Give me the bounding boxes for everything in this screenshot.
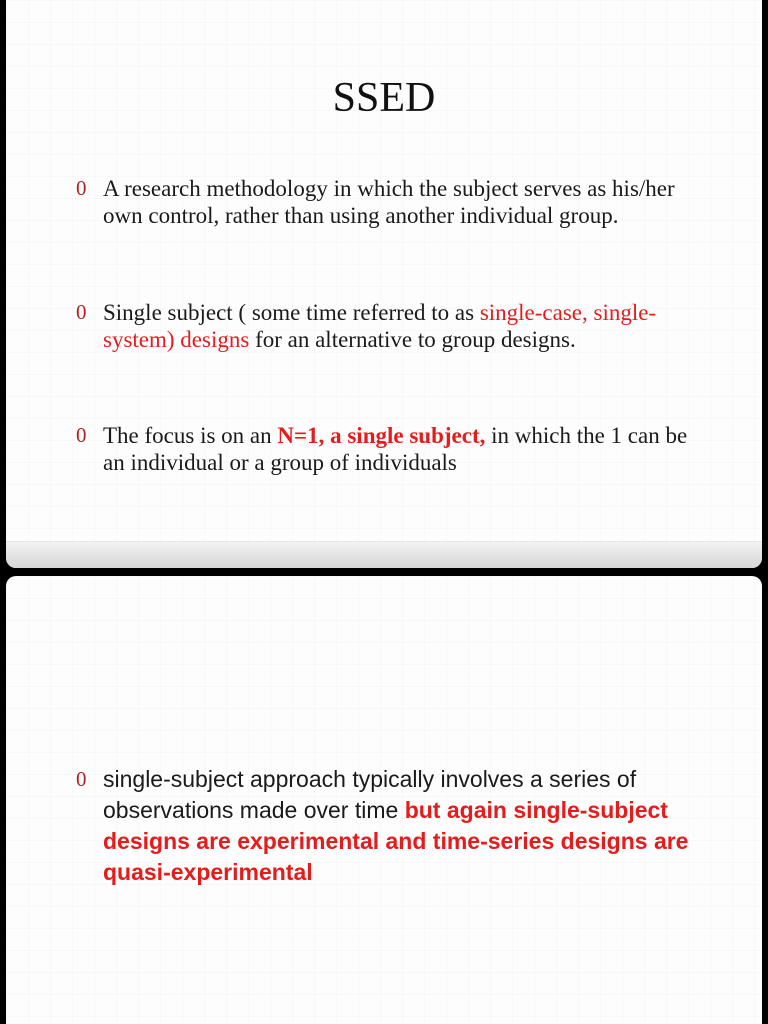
bullet-text — [103, 299, 696, 353]
bullet-text: A research methodology in which the subject serves as his/her own control, rather than using another individual group. — [103, 176, 675, 228]
bullet-text — [103, 764, 716, 888]
bullet-item — [76, 422, 696, 476]
bullet-text — [103, 422, 696, 476]
slide-2 — [6, 576, 762, 1024]
bullet-marker: 0 — [76, 300, 87, 324]
bullet-text-part: single-subject approach typically involves a series of observations made over time — [103, 766, 637, 823]
bullet-text-part: for an alternative to group designs. — [249, 327, 576, 352]
slide-title: SSED — [332, 75, 436, 121]
bullet-highlight: N=1, a single subject, — [277, 423, 486, 448]
bullet-item — [76, 299, 696, 353]
bullet-text-part: The focus is on an — [103, 423, 278, 448]
bullet-text-part: Single subject ( some time referred to as — [103, 300, 480, 325]
bullet-item — [76, 764, 716, 888]
bullet-marker: 0 — [76, 176, 87, 200]
bullet-item — [76, 175, 696, 229]
slide-1 — [6, 0, 762, 568]
bullet-highlight: but again single-subject designs are experimental and time-series designs are quasi-experimental — [103, 797, 689, 885]
bullet-marker: 0 — [76, 767, 87, 791]
bullet-highlight: single-case, single-system) designs — [103, 300, 657, 352]
bullet-marker: 0 — [76, 423, 87, 447]
bullet-text-part: in which the 1 can be an individual or a group of individuals — [103, 423, 688, 475]
slide-footer-bar — [6, 541, 762, 568]
